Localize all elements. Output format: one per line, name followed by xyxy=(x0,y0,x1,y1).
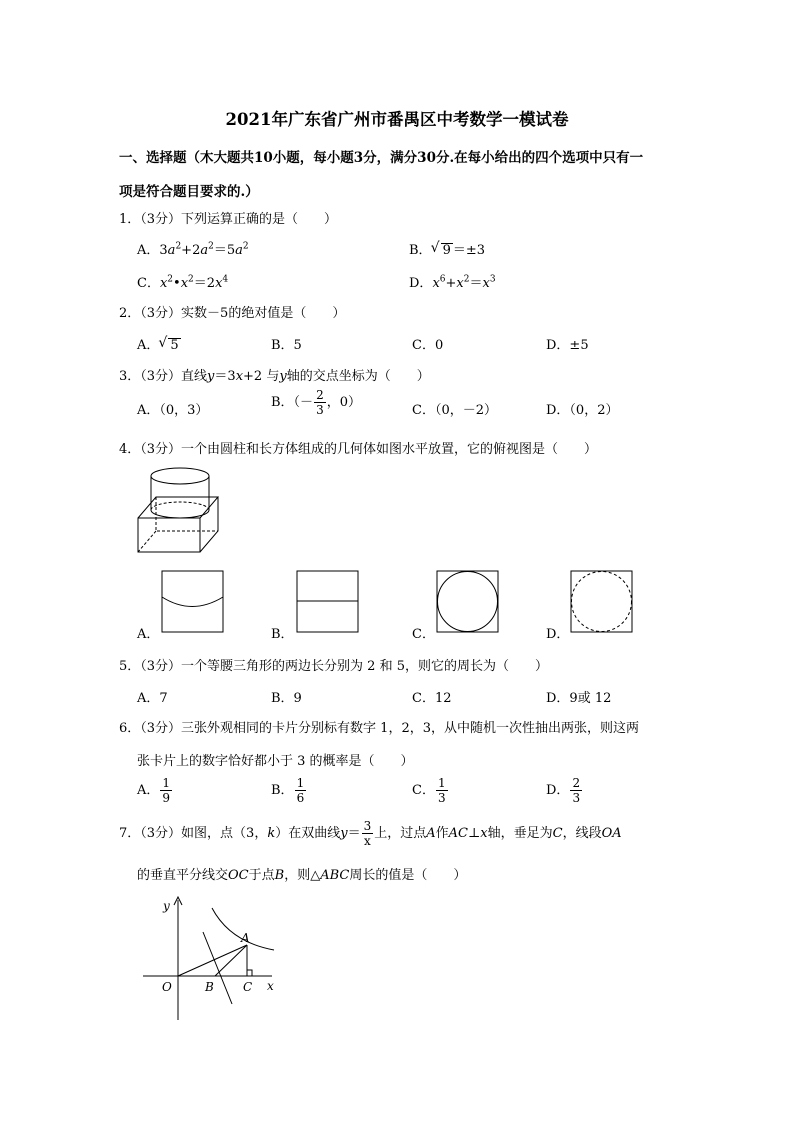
question-2-option-d: D．±5 xyxy=(546,338,589,353)
question-5-option-d: D．9或 12 xyxy=(546,691,612,706)
question-4-stem: 4．（3分）一个由圆柱和长方体组成的几何体如图水平放置，它的俯视图是（ ） xyxy=(119,442,598,457)
question-6-option-d: D． $\frac{2}{3}$ xyxy=(546,776,581,805)
question-4-option-d: D． xyxy=(546,627,570,642)
question-1-stem: 1．（3分）下列运算正确的是（ ） xyxy=(119,212,338,227)
section-heading-line1: 一、选择题（木大题共10小题，每小题3分，满分30分.在每小给出的四个选项中只有一 xyxy=(119,150,644,166)
label-c: C xyxy=(243,980,253,994)
question-7-line1: 7．（3分）如图，点（3，k）在双曲线y＝ $\frac{3}{x}$ 上，过点A作AC⊥x轴，垂足为C，线段OA xyxy=(119,819,622,848)
question-4-option-a: A． xyxy=(137,627,160,642)
question-6-option-b: B． $\frac{1}{6}$ xyxy=(271,776,305,805)
question-2-stem: 2．（3分）实数－5的绝对值是（ ） xyxy=(119,306,346,321)
fraction: $\frac{3}{x}$ xyxy=(363,819,372,848)
section-heading-line2: 项是符合题目要求的.） xyxy=(119,184,259,200)
label-x: x xyxy=(267,979,274,993)
sqrt-symbol: √ 5 xyxy=(168,338,180,353)
label-y: y xyxy=(163,899,170,913)
question-5-option-b: B．9 xyxy=(271,691,302,706)
label-a: A xyxy=(241,931,250,945)
question-6-option-a: A． $\frac{1}{9}$ xyxy=(137,776,171,805)
label-b: B xyxy=(205,980,214,994)
fraction: $\frac{1}{6}$ xyxy=(296,776,305,805)
question-5-option-a: A．7 xyxy=(137,691,168,706)
question-1-option-d: D．$x^6+x^2=x^3$ xyxy=(409,274,496,291)
question-5-option-c: C．12 xyxy=(412,691,452,706)
question-3-option-d: D．（0，2） xyxy=(546,403,619,418)
question-6-option-c: C． $\frac{1}{3}$ xyxy=(412,776,446,805)
fraction: $\frac{2}{3}$ xyxy=(316,388,324,417)
sqrt-symbol: √ 9 xyxy=(441,243,453,258)
fraction: $\frac{2}{3}$ xyxy=(572,776,581,805)
question-3-option-a: A．（0，3） xyxy=(137,403,209,418)
question-6-line2: 张卡片上的数字恰好都小于 3 的概率是（ ） xyxy=(137,754,414,769)
segment-ab xyxy=(215,945,247,976)
question-2-option-b: B．5 xyxy=(271,338,302,353)
page-title: 2021年广东省广州市番禺区中考数学一模试卷 xyxy=(225,110,569,129)
question-4-option-c: C． xyxy=(412,627,435,642)
question-1-option-b: B．√ 9 ＝±3 xyxy=(409,239,485,258)
question-3-stem: 3．（3分）直线y＝3x+2 与y轴的交点坐标为（ ） xyxy=(119,369,430,384)
question-5-stem: 5．（3分）一个等腰三角形的两边长分别为 2 和 5，则它的周长为（ ） xyxy=(119,659,548,674)
fraction: $\frac{1}{9}$ xyxy=(162,776,171,805)
question-1-option-a: A．$3a^2+2a^2=5a^2$ xyxy=(137,241,249,258)
question-2-option-a: A．√ 5 xyxy=(137,334,181,353)
question-3-option-b: B．（－ $\frac{2}{3}$ ，0） xyxy=(271,388,361,417)
question-4-option-b: B． xyxy=(271,627,294,642)
question-1-option-c: C．$x^2•x^2=2x^4$ xyxy=(137,274,229,291)
question-7-line2: 的垂直平分线交OC于点B，则△ABC周长的值是（ ） xyxy=(137,868,467,883)
label-o: O xyxy=(162,980,172,994)
right-angle-mark xyxy=(247,970,252,976)
question-6-line1: 6．（3分）三张外观相同的卡片分别标有数字 1，2，3，从中随机一次性抽出两张，则这两 xyxy=(119,721,639,736)
segment-oa xyxy=(178,945,247,976)
question-2-option-c: C．0 xyxy=(412,338,444,353)
question-3-option-c: C．（0，－2） xyxy=(412,403,497,418)
fraction: $\frac{1}{3}$ xyxy=(437,776,446,805)
